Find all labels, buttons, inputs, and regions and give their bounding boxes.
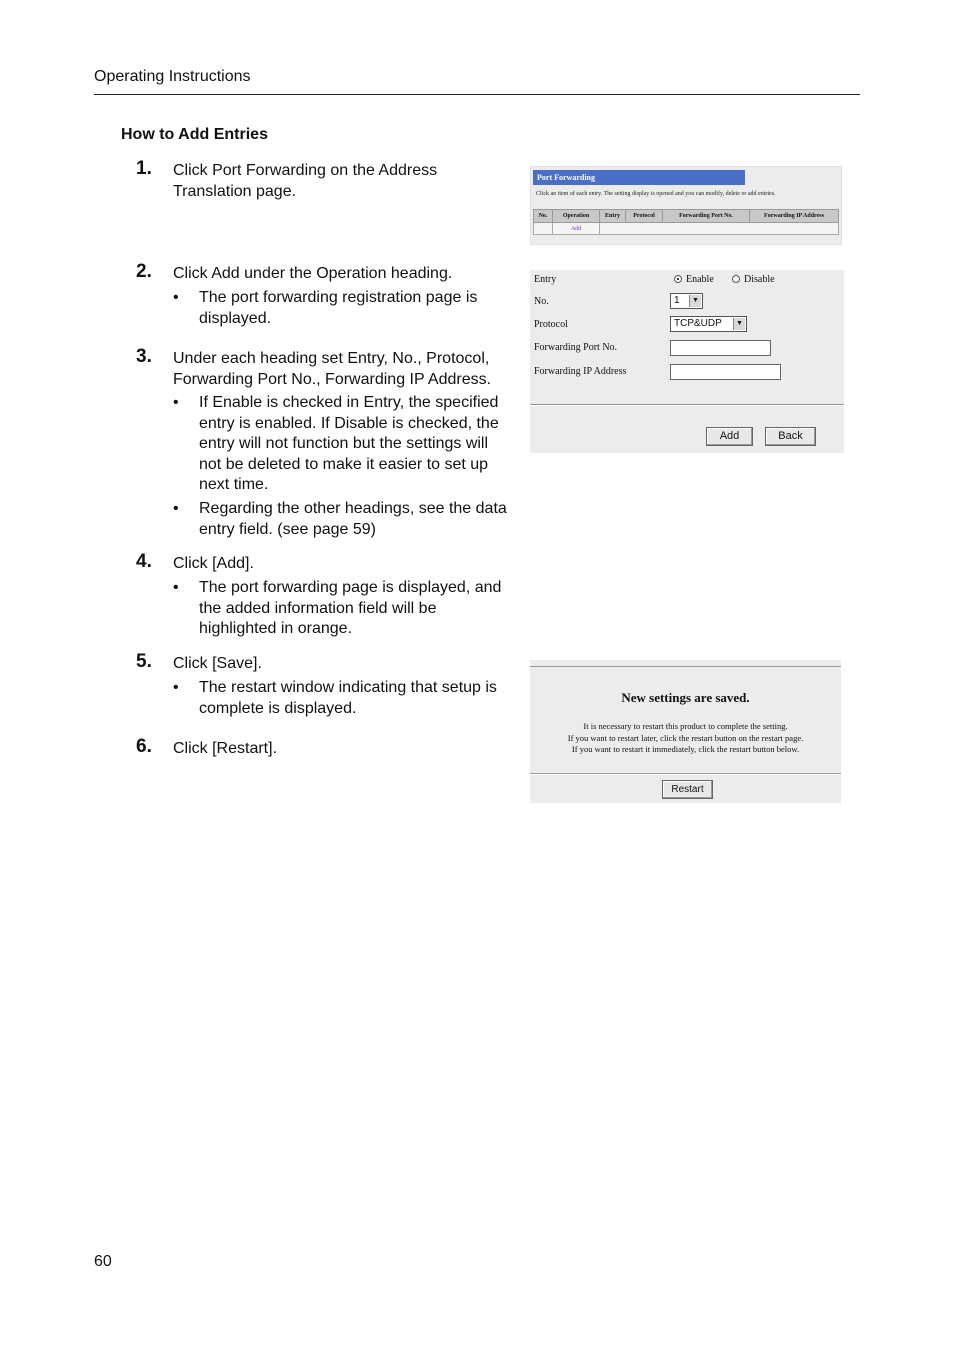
step-1-text: Click Port Forwarding on the Address Translation page. <box>173 162 438 200</box>
back-button[interactable]: Back <box>765 427 816 446</box>
step-4-bullet-dot: • <box>173 579 179 596</box>
saved-message-line-3: If you want to restart it immediately, click the restart button below. <box>571 744 800 754</box>
forwarding-port-input[interactable] <box>670 340 771 356</box>
port-forwarding-title: Port Forwarding <box>533 170 745 185</box>
bottom-divider <box>530 773 841 775</box>
step-5-bullet-dot: • <box>173 679 179 696</box>
step-4-number: 4. <box>136 551 152 572</box>
step-3-number: 3. <box>136 346 152 367</box>
step-4-bullet-1: The port forwarding page is displayed, and the added information field will be highlighted in orange. <box>199 579 502 637</box>
forwarding-port-label: Forwarding Port No. <box>534 342 618 353</box>
saved-message-line-2: If you want to restart later, click the restart button on the restart page. <box>567 733 804 743</box>
chevron-down-icon: ▼ <box>733 318 745 330</box>
col-no: No. <box>534 210 553 223</box>
step-2-bullet-dot: • <box>173 289 179 306</box>
no-label: No. <box>534 296 549 307</box>
protocol-select[interactable] <box>670 316 747 332</box>
step-2-text: Click Add under the Operation heading. <box>173 265 453 282</box>
table-row <box>534 223 839 235</box>
col-forwarding-port: Forwarding Port No. <box>663 210 750 223</box>
port-forwarding-description: Click an item of each entry. The setting display is opened and you can modify, delete or add entries. <box>536 191 776 197</box>
step-1-number: 1. <box>136 158 152 179</box>
step-3-bullet-1: If Enable is checked in Entry, the specified entry is enabled. If Disable is checked, the entry will not function but the settings will not be deleted to make it easier to set up next time. <box>199 394 499 493</box>
page-number: 60 <box>94 1253 112 1270</box>
col-protocol: Protocol <box>626 210 663 223</box>
protocol-label: Protocol <box>534 319 568 330</box>
col-entry: Entry <box>600 210 626 223</box>
saved-message-line-1: It is necessary to restart this product to complete the setting. <box>583 721 788 731</box>
header-rule <box>94 94 860 95</box>
step-2-bullet-1: The port forwarding registration page is displayed. <box>199 289 478 327</box>
saved-heading: New settings are saved. <box>621 690 750 705</box>
top-divider <box>530 666 841 667</box>
no-select-value: 1 <box>674 295 680 306</box>
disable-label: Disable <box>744 274 775 285</box>
add-button[interactable]: Add <box>706 427 753 446</box>
step-5-number: 5. <box>136 651 152 672</box>
protocol-select-value: TCP&UDP <box>674 318 722 329</box>
enable-radio[interactable] <box>674 275 682 283</box>
step-5-text: Click [Save]. <box>173 655 262 672</box>
registration-screenshot <box>530 270 844 453</box>
no-select[interactable] <box>670 293 703 309</box>
forwarding-ip-label: Forwarding IP Address <box>534 366 627 377</box>
entry-label: Entry <box>534 274 557 285</box>
chevron-down-icon: ▼ <box>689 295 701 307</box>
step-3-text: Under each heading set Entry, No., Protocol, Forwarding Port No., Forwarding IP Address. <box>173 350 492 388</box>
step-3-bullet-dot-1: • <box>173 394 179 411</box>
step-2-number: 2. <box>136 261 152 282</box>
section-title: How to Add Entries <box>121 126 268 143</box>
step-4-text: Click [Add]. <box>173 555 254 572</box>
col-forwarding-ip: Forwarding IP Address <box>750 210 839 223</box>
cell-operation <box>553 223 600 235</box>
port-forwarding-table <box>533 209 839 235</box>
port-forwarding-screenshot <box>530 166 842 245</box>
running-head: Operating Instructions <box>94 68 251 85</box>
cell-empty <box>534 223 553 235</box>
step-6-text: Click [Restart]. <box>173 740 278 757</box>
form-divider <box>530 404 844 406</box>
enable-label: Enable <box>686 274 714 285</box>
step-6-number: 6. <box>136 736 152 757</box>
col-operation: Operation <box>553 210 600 223</box>
restart-button[interactable]: Restart <box>662 780 713 799</box>
forwarding-ip-input[interactable] <box>670 364 781 380</box>
cell-empty-rest <box>600 223 839 235</box>
add-link[interactable]: Add <box>570 225 582 232</box>
table-header-row <box>534 210 839 223</box>
step-3-bullet-dot-2: • <box>173 500 179 517</box>
settings-saved-screenshot <box>530 660 841 803</box>
step-3-bullet-2: Regarding the other headings, see the data entry field. (see page 59) <box>199 500 507 538</box>
disable-radio[interactable] <box>732 275 740 283</box>
step-5-bullet-1: The restart window indicating that setup is complete is displayed. <box>199 679 497 717</box>
